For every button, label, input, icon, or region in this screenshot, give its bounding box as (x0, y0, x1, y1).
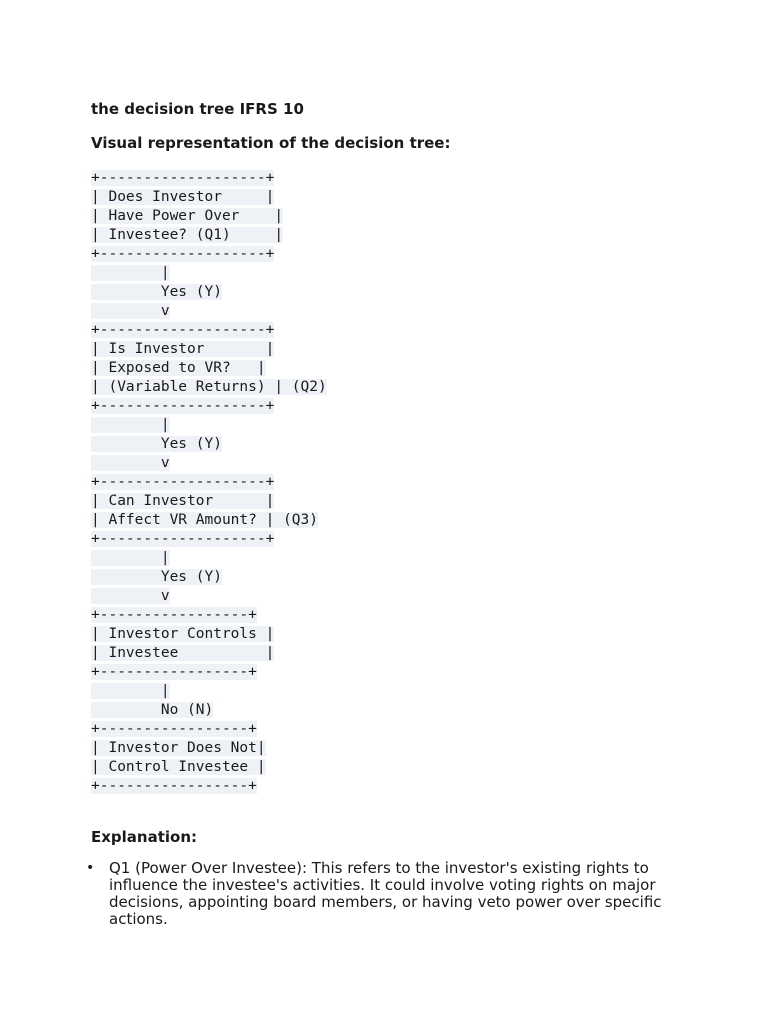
explanation-heading: Explanation: (91, 828, 198, 846)
tree-code-line: | (91, 265, 170, 281)
tree-code-line: | Investor Controls | (91, 626, 275, 642)
tree-code-line: | Investor Does Not| (91, 740, 266, 756)
tree-code-line: +-------------------+ (91, 531, 275, 547)
tree-code-line: | (91, 550, 170, 566)
tree-code-line: | Investee? (Q1) | (91, 227, 284, 243)
tree-subtitle: Visual representation of the decision tree: (91, 134, 451, 152)
tree-code-line: | Does Investor | (91, 189, 275, 205)
document-title: the decision tree IFRS 10 (91, 100, 304, 118)
tree-code-line: Yes (Y) (91, 284, 222, 300)
tree-code-line: +-------------------+ (91, 246, 275, 262)
tree-code-line: | (91, 683, 170, 699)
tree-code-line: +-----------------+ (91, 607, 257, 623)
tree-code-line: | Control Investee | (91, 759, 266, 775)
tree-code-line: +-------------------+ (91, 322, 275, 338)
tree-code-line: +-------------------+ (91, 170, 275, 186)
tree-code-line: | Affect VR Amount? | (Q3) (91, 512, 318, 528)
tree-code-line: | Is Investor | (91, 341, 275, 357)
tree-code-line: | Have Power Over | (91, 208, 284, 224)
tree-code-line: | Exposed to VR? | (91, 360, 266, 376)
tree-code-line: Yes (Y) (91, 436, 222, 452)
explanation-list (86, 859, 691, 928)
tree-code-line: v (91, 588, 170, 604)
tree-code-line: Yes (Y) (91, 569, 222, 585)
tree-code-line: +-----------------+ (91, 778, 257, 794)
bullet-icon: • (86, 860, 95, 876)
tree-code-line: +-------------------+ (91, 474, 275, 490)
list-item (86, 859, 679, 928)
document-page (86, 98, 691, 928)
tree-code-line: v (91, 455, 170, 471)
bullet-text: Q1 (Power Over Investee): This refers to the investor's existing rights to influence the investee's activities. It could involve voting rights on major decisions, appointing board members, or having veto power over specific actions. (109, 859, 662, 928)
tree-code-line: | (91, 417, 170, 433)
tree-code-line: | Investee | (91, 645, 275, 661)
tree-code-line: +-----------------+ (91, 664, 257, 680)
tree-code-line: v (91, 303, 170, 319)
tree-code-line: | (Variable Returns) | (Q2) (91, 379, 327, 395)
tree-code-line: | Can Investor | (91, 493, 275, 509)
tree-code-line: +-----------------+ (91, 721, 257, 737)
tree-code-line: No (N) (91, 702, 214, 718)
decision-tree-code-block (91, 169, 691, 796)
tree-code-line: +-------------------+ (91, 398, 275, 414)
